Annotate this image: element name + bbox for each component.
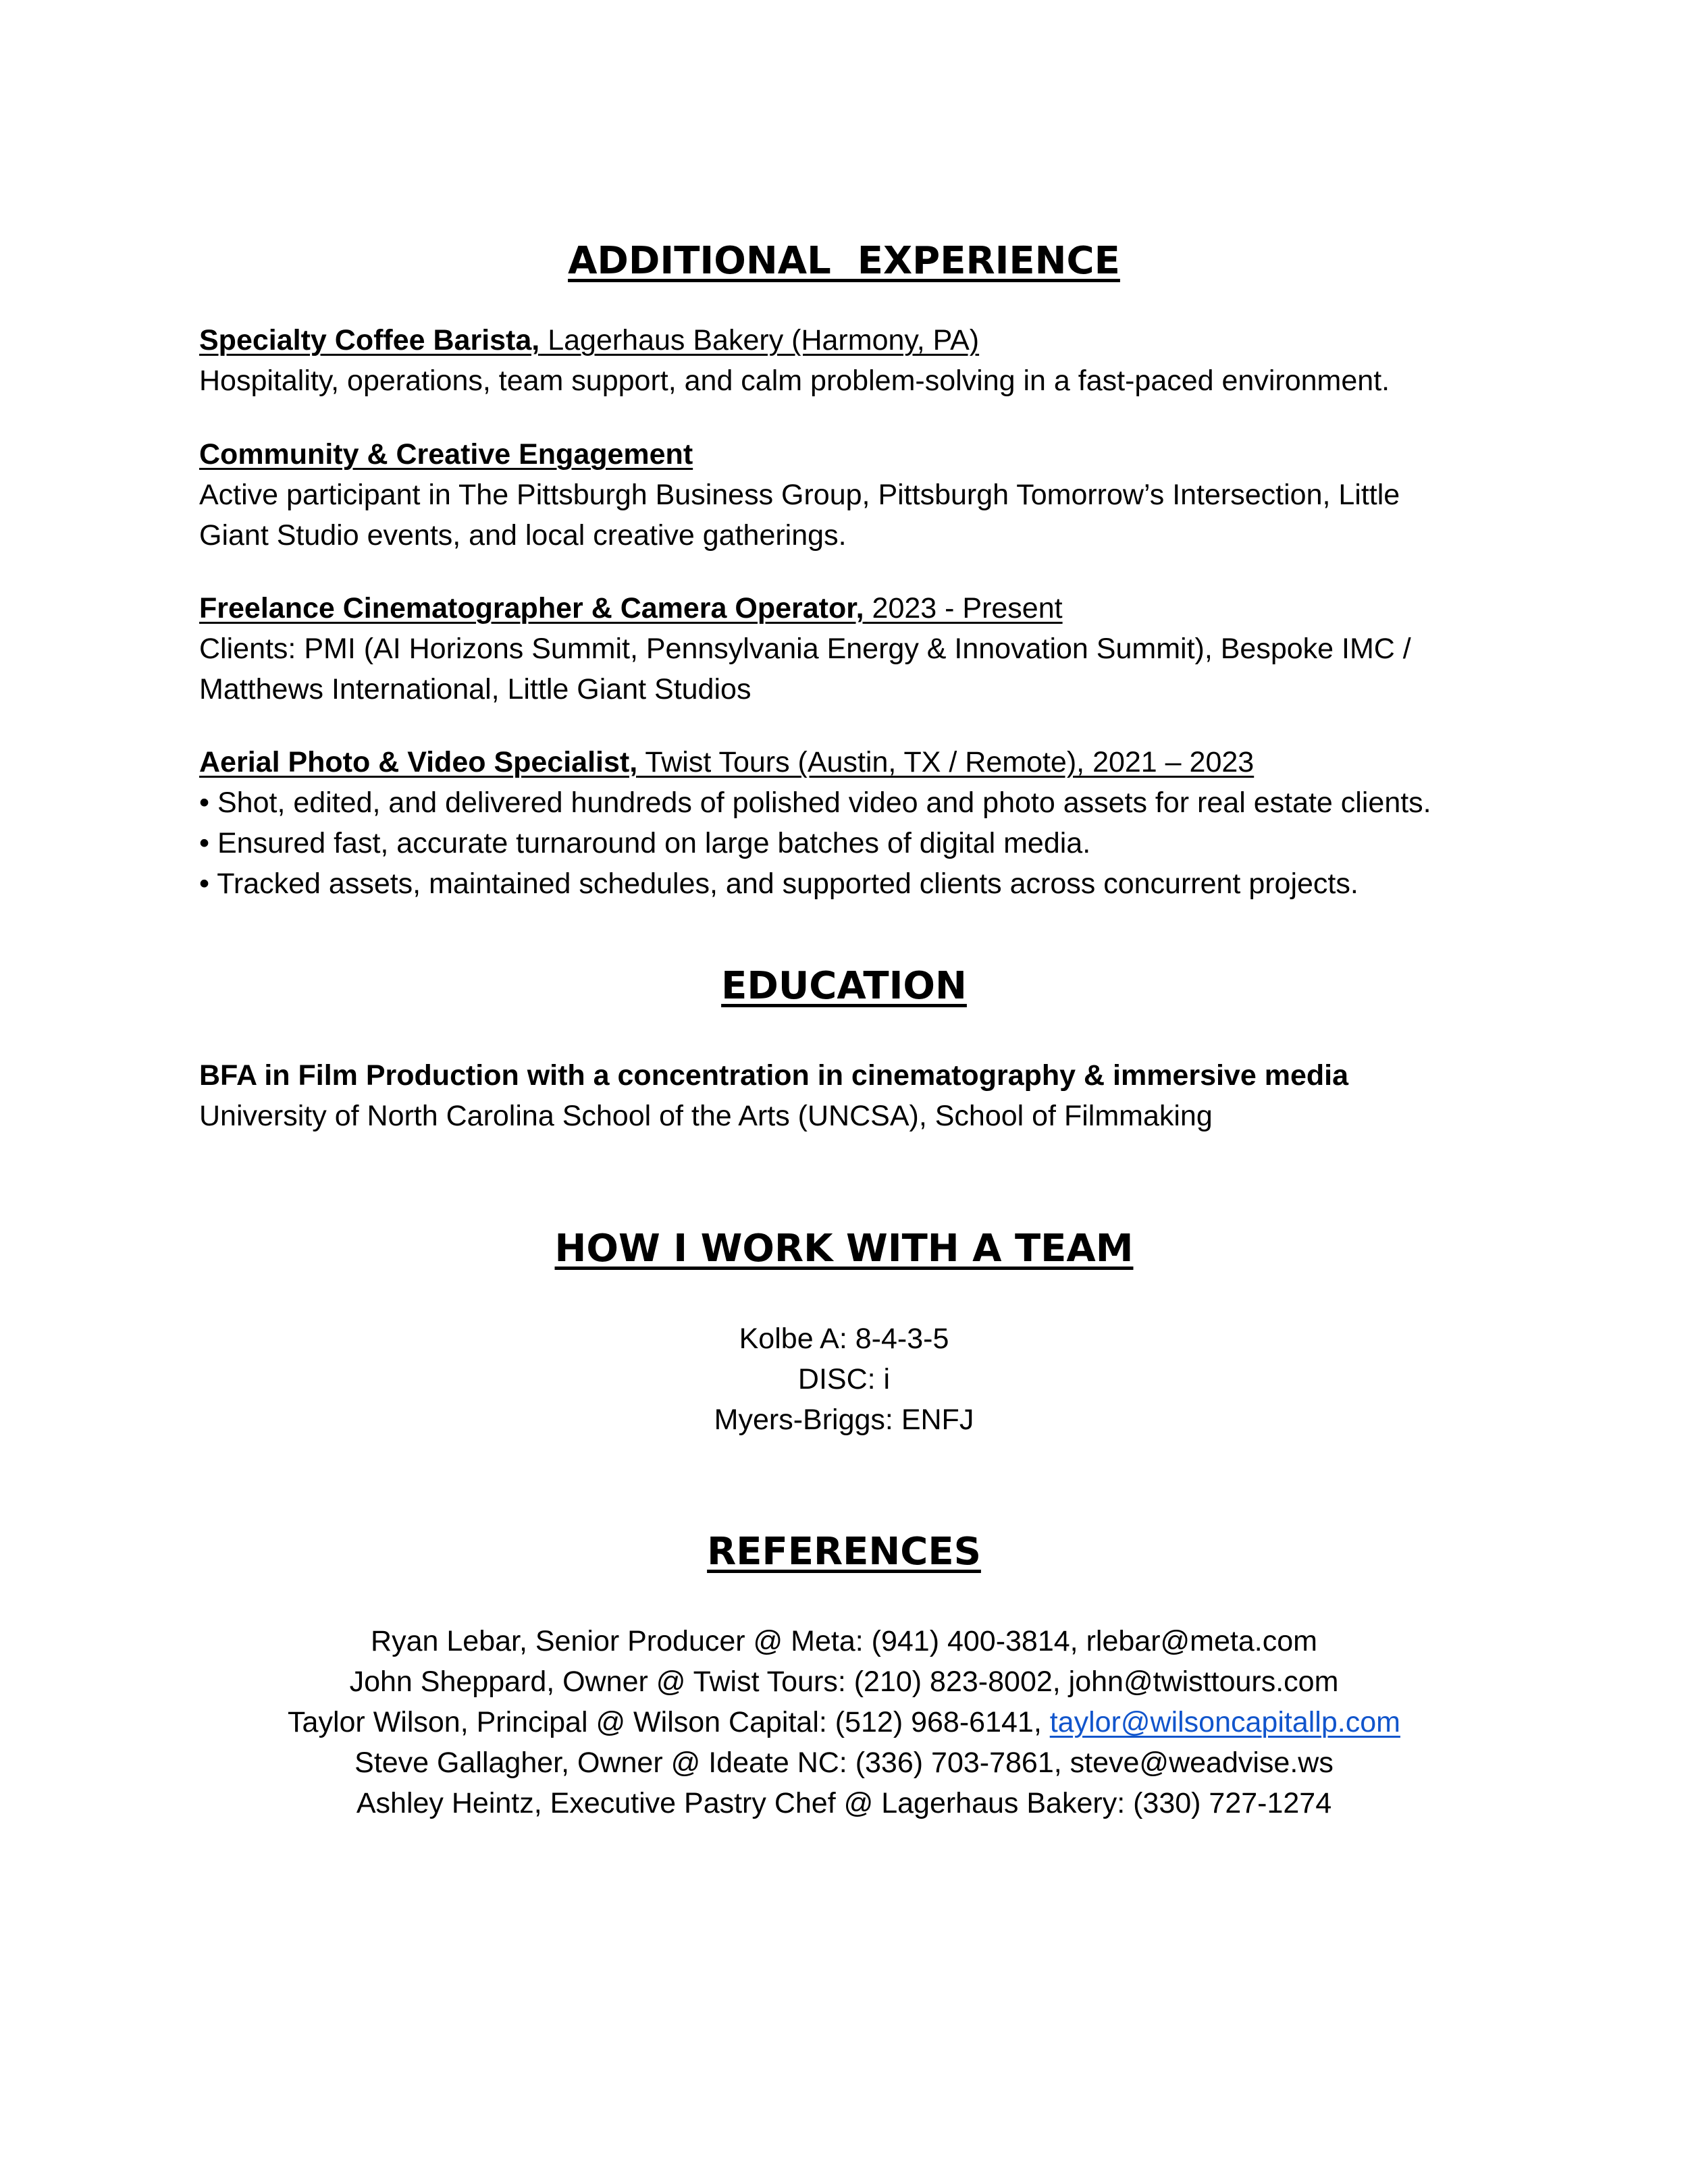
education-heading: EDUCATION xyxy=(721,964,967,1008)
entry-subtitle: 2023 - Present xyxy=(864,592,1063,624)
experience-entry-freelance xyxy=(199,588,1536,710)
references-list xyxy=(0,1621,1688,1823)
entry-line: Giant Studio events, and local creative gatherings. xyxy=(199,519,847,552)
entry-line: Active participant in The Pittsburgh Business Group, Pittsburgh Tomorrow’s Intersection, Little xyxy=(199,479,1400,511)
entry-subtitle: Twist Tours (Austin, TX / Remote), 2021 – 2023 xyxy=(637,746,1255,778)
reference-item: John Sheppard, Owner @ Twist Tours: (210) 823-8002, john@twisttours.com xyxy=(349,1666,1339,1698)
references-heading: REFERENCES xyxy=(707,1530,981,1574)
experience-entry-aerial xyxy=(199,742,1536,904)
entry-title: Aerial Photo & Video Specialist, xyxy=(199,746,638,778)
reference-item xyxy=(0,1702,1688,1742)
entry-title: Freelance Cinematographer & Camera Operator, xyxy=(199,592,864,624)
kolbe-score: Kolbe A: 8-4-3-5 xyxy=(739,1323,949,1355)
bullet-item: • Shot, edited, and delivered hundreds of polished video and photo assets for real estate clients. xyxy=(199,787,1431,819)
experience-entry-community xyxy=(199,434,1536,556)
bullet-item: • Ensured fast, accurate turnaround on large batches of digital media. xyxy=(199,827,1091,859)
reference-item: Steve Gallagher, Owner @ Ideate NC: (336) 703-7861, steve@weadvise.ws xyxy=(354,1747,1334,1779)
entry-line: Clients: PMI (AI Horizons Summit, Pennsylvania Energy & Innovation Summit), Bespoke IMC / xyxy=(199,633,1411,665)
school: University of North Carolina School of the Arts (UNCSA), School of Filmmaking xyxy=(199,1100,1213,1132)
additional-experience-heading: ADDITIONAL EXPERIENCE xyxy=(568,239,1120,283)
education-entry xyxy=(199,1055,1536,1136)
reference-text: Taylor Wilson, Principal @ Wilson Capital: (512) 968-6141, xyxy=(288,1706,1050,1738)
team-assessments xyxy=(0,1319,1688,1440)
experience-entry-barista xyxy=(199,320,1536,401)
entry-title: Community & Creative Engagement xyxy=(199,438,693,471)
entry-line: Hospitality, operations, team support, and calm problem-solving in a fast-paced environment. xyxy=(199,365,1390,397)
disc-score: DISC: i xyxy=(797,1363,891,1395)
entry-subtitle: Lagerhaus Bakery (Harmony, PA) xyxy=(539,324,980,356)
myers-briggs-type: Myers-Briggs: ENFJ xyxy=(714,1404,974,1436)
entry-line: Matthews International, Little Giant Studios xyxy=(199,673,751,705)
degree: BFA in Film Production with a concentration in cinematography & immersive media xyxy=(199,1059,1348,1092)
entry-title: Specialty Coffee Barista, xyxy=(199,324,540,356)
team-heading: HOW I WORK WITH A TEAM xyxy=(554,1227,1134,1271)
bullet-item: • Tracked assets, maintained schedules, and supported clients across concurrent projects. xyxy=(199,868,1359,900)
taylor-email-link[interactable]: taylor@wilsoncapitallp.com xyxy=(1049,1706,1400,1738)
reference-item: Ashley Heintz, Executive Pastry Chef @ Lagerhaus Bakery: (330) 727-1274 xyxy=(356,1787,1332,1819)
reference-item: Ryan Lebar, Senior Producer @ Meta: (941) 400-3814, rlebar@meta.com xyxy=(371,1625,1317,1657)
